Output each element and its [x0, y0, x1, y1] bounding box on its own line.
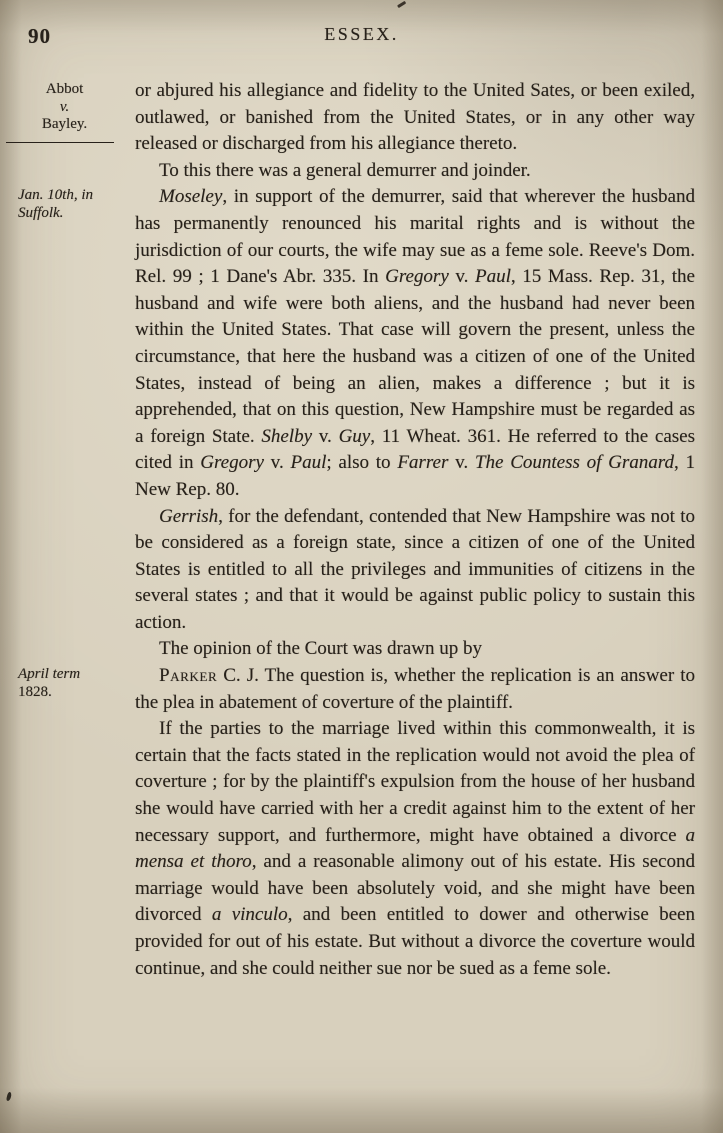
text-segment: Parker — [159, 665, 218, 687]
text-segment: , 1 New Rep. 80. — [135, 452, 695, 500]
text-segment: If the parties to the marriage lived within this commonwealth, it is certain that the facts stated in the replication would not avoid the plea of coverture ; for by the plaintiff's expulsion from the house of her husband she would have carried with her a credit against him to the extent of her necessary support, and furthermore, might have obtained a divorce — [135, 718, 695, 846]
margin-note — [0, 184, 135, 222]
margin-note — [0, 504, 135, 507]
paragraph-text — [135, 184, 695, 503]
text-segment: , 15 Mass. Rep. 31, the husband and wife were both aliens, and the husband had never been within the United States. That case will govern the present, unless the circumstance, that here the husband was a citizen of one of the United States, instead of being an alien, makes a difference ; but it is apprehended, that on this question, New Hampshire must be regarded as a foreign State. — [135, 266, 695, 447]
margin-note-line: April term — [18, 666, 81, 683]
text-segment: To this there was a general demurrer and joinder. — [159, 159, 531, 181]
margin-note-line: Abbot — [45, 81, 84, 97]
text-segment: , and a reasonable alimony out of his estate. His second marriage would have been absolutely void, and she might have been divorced — [135, 851, 695, 926]
text-segment: Gerrish — [159, 505, 219, 527]
text-segment: v. — [448, 452, 475, 474]
text-segment: , in support of the demurrer, said that wherever the husband has permanently renounced his marital rights and is without the jurisdiction of our courts, the wife may sue as a feme sole. Reeve's Dom. Rel. 99 ; 1 Dane's Abr. 335. In — [135, 186, 695, 288]
text-segment: , 11 Wheat. 361. He referred to the cases cited in — [135, 425, 695, 474]
text-segment: Paul — [475, 266, 511, 288]
text-segment: ; also to — [326, 452, 398, 474]
margin-rule — [6, 142, 114, 143]
paragraph-text — [135, 663, 695, 716]
paragraph-text — [135, 78, 695, 158]
text-segment: v. — [448, 266, 476, 288]
text-segment: a vinculo — [211, 904, 288, 926]
margin-note — [0, 636, 135, 639]
text-segment: v. — [312, 425, 339, 447]
margin-note — [0, 716, 135, 719]
paragraph-text — [135, 716, 695, 982]
text-segment: Gregory — [385, 266, 449, 288]
text-segment: The Countess of Granard — [474, 452, 674, 474]
margin-note — [0, 158, 135, 161]
margin-note-line: Bayley. — [41, 116, 88, 132]
margin-note-line: Jan. 10th, in — [18, 187, 93, 204]
paragraph-text — [135, 158, 695, 185]
text-block — [0, 72, 723, 982]
text-segment: Farrer — [397, 452, 449, 474]
text-segment: The opinion of the Court was drawn up by — [159, 638, 482, 660]
margin-note-line: 1828. — [18, 683, 52, 700]
scan-speck — [6, 1092, 12, 1102]
text-segment: Gregory — [200, 452, 264, 474]
paragraph-row — [0, 716, 723, 982]
text-segment: , and been entitled to dower and otherwise been provided for out of his estate. But without a divorce the coverture would continue, and she could neither sue nor be sued as a feme sole. — [135, 904, 695, 979]
text-segment: Moseley — [159, 186, 223, 208]
running-title: ESSEX. — [324, 24, 399, 44]
paragraph-row — [0, 184, 723, 503]
paragraph-row — [0, 78, 723, 158]
text-segment: v. — [263, 452, 291, 474]
paragraph-row — [0, 504, 723, 637]
text-segment: Paul — [290, 452, 327, 474]
text-segment: Guy — [338, 425, 371, 447]
text-segment: or abjured his allegiance and fidelity to the United Sates, or been exiled, outlawed, or banished from the United States, or in any other way released or discharged from his allegiance thereto. — [135, 80, 695, 155]
text-segment: a mensa et thoro — [135, 824, 695, 873]
paragraph-text — [135, 504, 695, 637]
text-segment: C. J. The question is, whether the replication is an answer to the plea in abatement of coverture of the plaintiff. — [135, 665, 695, 713]
paragraph-row — [0, 158, 723, 185]
text-segment: , for the defendant, contended that New Hampshire was not to be considered as a foreign state, since a citizen of one of the United States is entitled to all the privileges and immunities of citizens in the several states ; and that it would be against public policy to sustain this action. — [135, 505, 695, 633]
margin-note-line: v. — [59, 98, 70, 115]
paragraph-row — [0, 636, 723, 663]
page-number: 90 — [28, 24, 51, 48]
margin-note — [0, 78, 135, 143]
page-header — [0, 0, 723, 72]
text-segment: Shelby — [261, 425, 313, 447]
margin-note-line: Suffolk. — [18, 204, 64, 221]
margin-note — [0, 663, 135, 701]
paragraph-row — [0, 663, 723, 716]
paragraph-text — [135, 636, 695, 663]
